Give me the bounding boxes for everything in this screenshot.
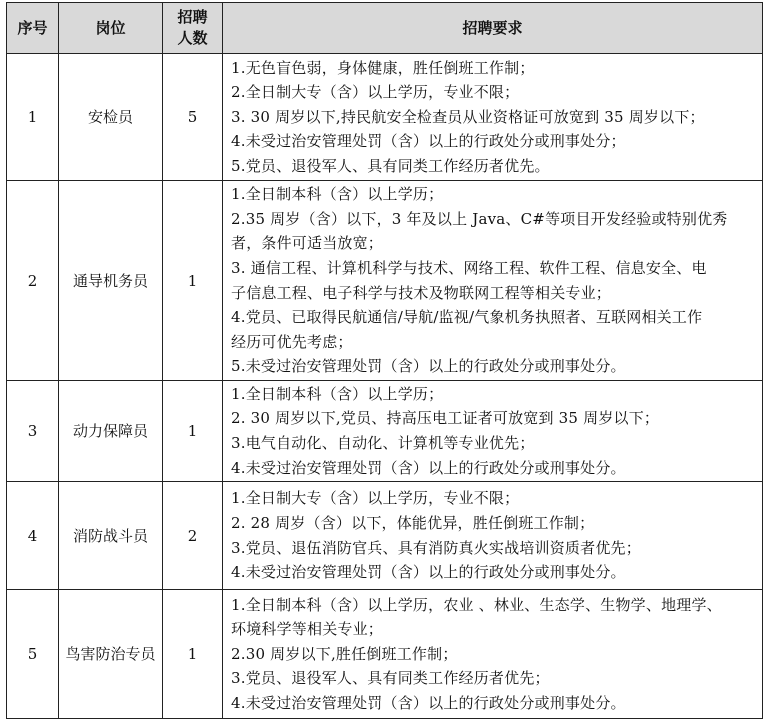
requirement-line: 4.未受过治安管理处罚（含）以上的行政处分或刑事处分； [231,132,626,151]
row-requirements [223,181,763,381]
requirement-line: 5.党员、退役军人、具有同类工作经历者优先。 [231,156,550,175]
row-requirements [223,482,763,590]
requirement-line: 3.电气自动化、自动化、计算机等专业优先； [231,434,535,452]
requirement-line: 1.全日制本科（含）以上学历，农业 、林业、生态学、生物学、地理学、 [231,595,722,614]
row-position [59,590,163,719]
row-count: 5 [163,54,223,181]
recruitment-table-container [6,2,763,719]
row-position-text: 鸟害防治专员 [65,645,156,663]
header-requirements: 招聘要求 [223,3,763,54]
row-index: 3 [7,381,59,482]
requirement-line: 1.全日制本科（含）以上学历； [231,185,444,204]
row-position [59,181,163,381]
row-index: 1 [7,54,59,181]
row-requirements [223,590,763,719]
table-row [7,590,763,719]
row-position-text: 通导机务员 [72,271,148,290]
row-count: 2 [163,482,223,590]
requirement-line: 3.党员、退伍消防官兵、具有消防真火实战培训资质者优先； [231,538,641,557]
row-position-text: 安检员 [87,108,133,126]
header-count [163,3,223,54]
row-position [59,381,163,482]
row-count: 1 [163,181,223,381]
recruitment-table [6,2,763,719]
table-row [7,181,763,381]
table-row [7,482,763,590]
requirement-line: 1.无色盲色弱，身体健康，胜任倒班工作制； [231,58,535,77]
header-count-line1: 招聘 [177,8,208,26]
requirement-line: 2. 30 周岁以下,党员、持高压电工证者可放宽到 35 周岁以下； [231,409,660,428]
requirement-line: 4.未受过治安管理处罚（含）以上的行政处分或刑事处分。 [231,458,626,477]
requirement-line: 者，条件可适当放宽； [231,234,384,253]
requirement-line: 2.35 周岁（含）以下，3 年及以上 Java、C#等项目开发经验或特别优秀 [231,209,728,228]
row-requirements [223,381,763,482]
header-index: 序号 [7,3,59,54]
requirement-line: 1.全日制本科（含）以上学历； [231,384,444,403]
header-count-line2: 人数 [177,29,208,47]
row-requirements [223,54,763,181]
row-position-text: 动力保障员 [72,422,148,440]
requirement-line: 经历可优先考虑； [231,332,353,351]
row-position [59,482,163,590]
requirement-line: 环境科学等相关专业； [231,620,384,639]
requirement-line: 5.未受过治安管理处罚（含）以上的行政处分或刑事处分。 [231,357,626,376]
row-index: 2 [7,181,59,381]
requirement-line: 3. 通信工程、计算机科学与技术、网络工程、软件工程、信息安全、电 [231,258,707,277]
requirement-line: 2. 28 周岁（含）以下，体能优异，胜任倒班工作制； [231,513,595,532]
row-index: 4 [7,482,59,590]
row-count: 1 [163,381,223,482]
row-position [59,54,163,181]
table-row [7,381,763,482]
table-body [7,54,763,719]
requirement-line: 子信息工程、电子科学与技术及物联网工程等相关专业； [231,283,612,302]
table-row [7,54,763,181]
row-index: 5 [7,590,59,719]
requirement-line: 2.全日制大专（含）以上学历，专业不限； [231,83,520,102]
requirement-line: 3. 30 周岁以下,持民航安全检查员从业资格证可放宽到 35 周岁以下； [231,107,705,126]
requirement-line: 4.党员、已取得民航通信/导航/监视/气象机务执照者、互联网相关工作 [231,308,703,327]
requirement-line: 4.未受过治安管理处罚（含）以上的行政处分或刑事处分。 [231,693,626,712]
requirement-line: 4.未受过治安管理处罚（含）以上的行政处分或刑事处分。 [231,563,626,582]
requirement-line: 1.全日制大专（含）以上学历，专业不限； [231,489,520,508]
requirement-line: 3.党员、退役军人、具有同类工作经历者优先； [231,669,550,688]
row-count: 1 [163,590,223,719]
header-position: 岗位 [59,3,163,54]
header-row [7,3,763,54]
row-position-text: 消防战斗员 [72,526,148,545]
requirement-line: 2.30 周岁以下,胜任倒班工作制； [231,644,458,663]
